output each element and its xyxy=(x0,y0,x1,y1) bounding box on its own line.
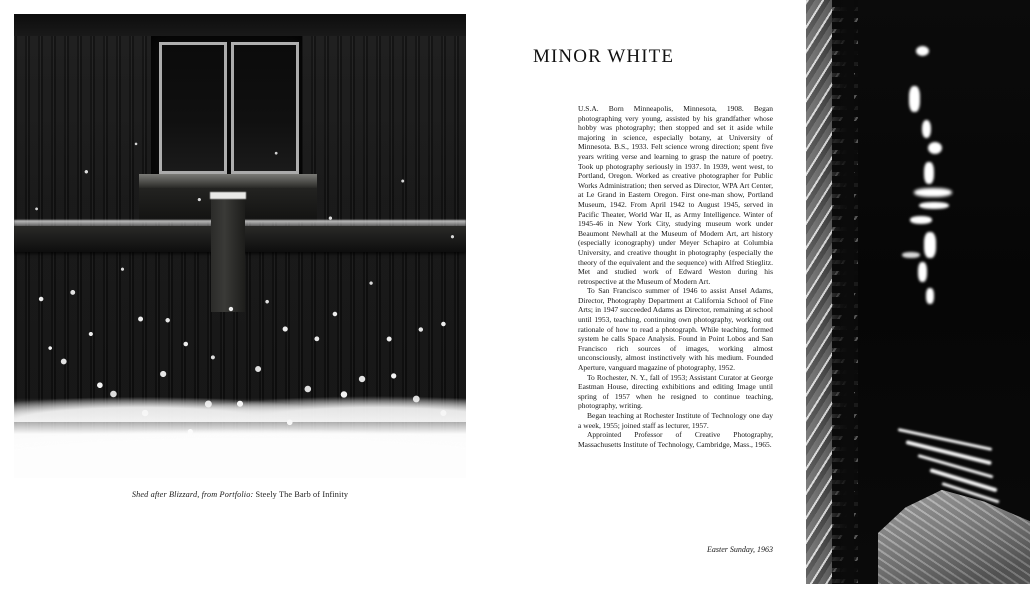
edge-shadow xyxy=(832,0,854,584)
biography-paragraph-4: Began teaching at Rochester Institute of Technology one day a week, 1955; joined staff as lecturer, 1957. xyxy=(578,411,773,430)
light-reflection-4 xyxy=(928,142,942,154)
light-reflection-2 xyxy=(909,86,920,112)
light-reflection-8 xyxy=(910,216,932,224)
biography-paragraph-5: Approinted Professor of Creative Photography, Massachusetts Institute of Technology, Cambridge, Mass., 1965. xyxy=(578,430,773,449)
light-reflection-12 xyxy=(926,288,934,304)
biography-paragraph-3: To Rochester, N. Y., fall of 1953; Assistant Curator at George Eastman House, directing exhibitions and editing Image until spring of 1957 when he resigned to continue teaching, photography, writing. xyxy=(578,372,773,411)
biography-body xyxy=(578,104,773,449)
biography-paragraph-2: To San Francisco summer of 1946 to assist Ansel Adams, Director, Photography Department at California School of Fine Arts; in 1947 succeeded Adams as Director, remaining at school until 1953, teaching, continuing own photography, working out rationale of how to read a photograph. While teaching, formed system he calls Space Analysis. Found in Point Lobos and San Francisco rich sources of images, working almost unconsciously, almost instinctively with his medium. Founded Aperture, vanguard magazine of photography, 1952. xyxy=(578,286,773,373)
caption-right-photograph: Easter Sunday, 1963 xyxy=(707,545,773,554)
light-reflection-1 xyxy=(916,46,929,56)
light-reflection-5 xyxy=(924,162,934,184)
light-reflection-9 xyxy=(924,232,936,258)
biography-paragraph-1: U.S.A. Born Minneapolis, Minnesota, 1908. Began photographing very young, assisted by his grandfather whose hobby was photography; then stopped and set it aside while majoring in science, especially botany, at University of Minnesota. B.S., 1933. Felt science wrong direction; spent five years writing verse and learning to grasp the nature of poetry. Took up photography seriously in 1937. In 1939, went west, to Portland, Oregon. Worked as creative photographer for Public Works Administration; then served as Director, WPA Art Center, at Le Grand in Eastern Oregon. First one-man show, Portland Museum, 1942. From April 1942 to August 1945, served in Pacific Theater, World War II, as Army Intelligence. Winter of 1945-46 in New York City, studying museum work under Beaumont Newhall at the Museum of Modern Art, art history (especially iconography) under Meyer Schapiro at Columbia University, and creative thought in photography (especially the theory of the equivalent and the sequence) with Alfred Stieglitz. Met and studied work of Edward Weston during his retrospective at the Museum of Modern Art. xyxy=(578,104,773,286)
caption-left-photograph xyxy=(14,490,466,499)
light-reflection-3 xyxy=(922,120,931,138)
caption-left-portfolio: Steely The Barb of Infinity xyxy=(253,490,349,499)
page-title: MINOR WHITE xyxy=(533,46,675,67)
light-reflection-6 xyxy=(914,188,952,197)
snow-drift xyxy=(14,398,466,478)
photograph-shed-after-blizzard xyxy=(14,14,466,478)
photograph-easter-sunday xyxy=(806,0,1030,584)
light-reflection-7 xyxy=(919,202,949,209)
light-reflection-11 xyxy=(902,252,920,258)
text-column xyxy=(533,46,773,449)
caption-left-title: Shed after Blizzard, from Portfolio: xyxy=(131,490,254,499)
light-reflection-10 xyxy=(918,262,927,282)
